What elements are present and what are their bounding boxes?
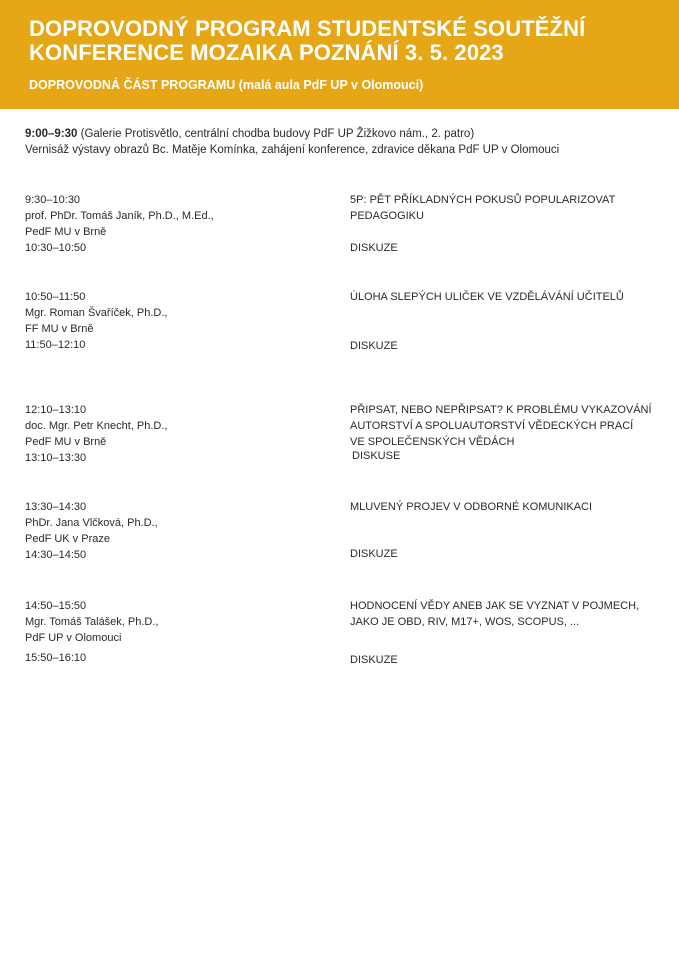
page-title-line-2: KONFERENCE MOZAIKA POZNÁNÍ 3. 5. 2023 — [29, 40, 504, 65]
discussion-time: 15:50–16:10 — [25, 652, 87, 664]
session-institution: PedF MU v Brně — [25, 226, 107, 238]
session-institution: FF MU v Brně — [25, 323, 94, 335]
session-title-line: ÚLOHA SLEPÝCH ULIČEK VE VZDĚLÁVÁNÍ UČITELŮ — [350, 291, 624, 303]
session-title-line: JAKO JE OBD, RIV, M17+, WOS, SCOPUS, ... — [350, 616, 580, 628]
header-banner — [0, 0, 679, 109]
session-institution: PedF UK v Praze — [25, 533, 110, 545]
session-speaker: PhDr. Jana Vlčková, Ph.D., — [25, 517, 158, 529]
session-speaker: prof. PhDr. Tomáš Janík, Ph.D., M.Ed., — [25, 210, 214, 222]
discussion-label: DISKUZE — [350, 242, 398, 254]
discussion-time: 10:30–10:50 — [25, 242, 87, 254]
discussion-time: 11:50–12:10 — [25, 339, 86, 351]
session-title — [350, 598, 660, 630]
discussion-label: DISKUZE — [350, 548, 398, 560]
discussion-time: 14:30–14:50 — [25, 549, 87, 561]
session-institution: PdF UP v Olomouci — [25, 632, 122, 644]
intro-time: 9:00–9:30 — [25, 128, 78, 140]
session-title — [350, 402, 660, 450]
session-time: 9:30–10:30 — [25, 194, 81, 206]
session-title-line: 5P: PĚT PŘÍKLADNÝCH POKUSŮ POPULARIZOVAT — [350, 194, 616, 206]
discussion-label: DISKUZE — [350, 654, 398, 666]
discussion-label: DISKUSE — [352, 450, 401, 462]
page-title-line-1: DOPROVODNÝ PROGRAM STUDENTSKÉ SOUTĚŽNÍ — [29, 16, 586, 41]
intro-block — [25, 126, 559, 158]
session-info — [25, 598, 158, 666]
session-info — [25, 192, 214, 256]
discussion-time: 13:10–13:30 — [25, 452, 87, 464]
intro-description: Vernisáž výstavy obrazů Bc. Matěje Komínka, zahájení konference, zdravice děkana PdF UP v Olomouci — [25, 144, 560, 156]
session-time: 13:30–14:30 — [25, 501, 87, 513]
session-title — [350, 192, 660, 224]
session-title — [350, 289, 660, 305]
session-title — [350, 499, 660, 515]
session-speaker: Mgr. Tomáš Talášek, Ph.D., — [25, 616, 159, 628]
session-time: 10:50–11:50 — [25, 291, 86, 303]
session-speaker: doc. Mgr. Petr Knecht, Ph.D., — [25, 420, 168, 432]
session-title-line: AUTORSTVÍ A SPOLUAUTORSTVÍ VĚDECKÝCH PRACÍ — [350, 420, 634, 432]
page-title — [29, 17, 669, 65]
session-time: 14:50–15:50 — [25, 600, 87, 612]
session-title-line: PEDAGOGIKU — [350, 210, 424, 222]
session-speaker: Mgr. Roman Švaříček, Ph.D., — [25, 307, 168, 319]
session-info — [25, 289, 167, 353]
discussion-label: DISKUZE — [350, 340, 398, 352]
session-title-line: MLUVENÝ PROJEV V ODBORNÉ KOMUNIKACI — [350, 501, 593, 513]
intro-line-1 — [25, 126, 559, 142]
session-time: 12:10–13:10 — [25, 404, 87, 416]
session-institution: PedF MU v Brně — [25, 436, 107, 448]
session-title-line: PŘIPSAT, NEBO NEPŘIPSAT? K PROBLÉMU VYKAZOVÁNÍ — [350, 404, 652, 416]
intro-location: (Galerie Protisvětlo, centrální chodba budovy PdF UP Žižkovo nám., 2. patro) — [77, 128, 475, 140]
session-title-line: HODNOCENÍ VĚDY ANEB JAK SE VYZNAT V POJMECH, — [350, 600, 640, 612]
session-title-line: VE SPOLEČENSKÝCH VĚDÁCH — [350, 436, 515, 448]
page-subtitle: DOPROVODNÁ ČÁST PROGRAMU (malá aula PdF UP v Olomouci) — [29, 78, 424, 92]
session-info — [25, 499, 158, 563]
session-info — [25, 402, 167, 466]
